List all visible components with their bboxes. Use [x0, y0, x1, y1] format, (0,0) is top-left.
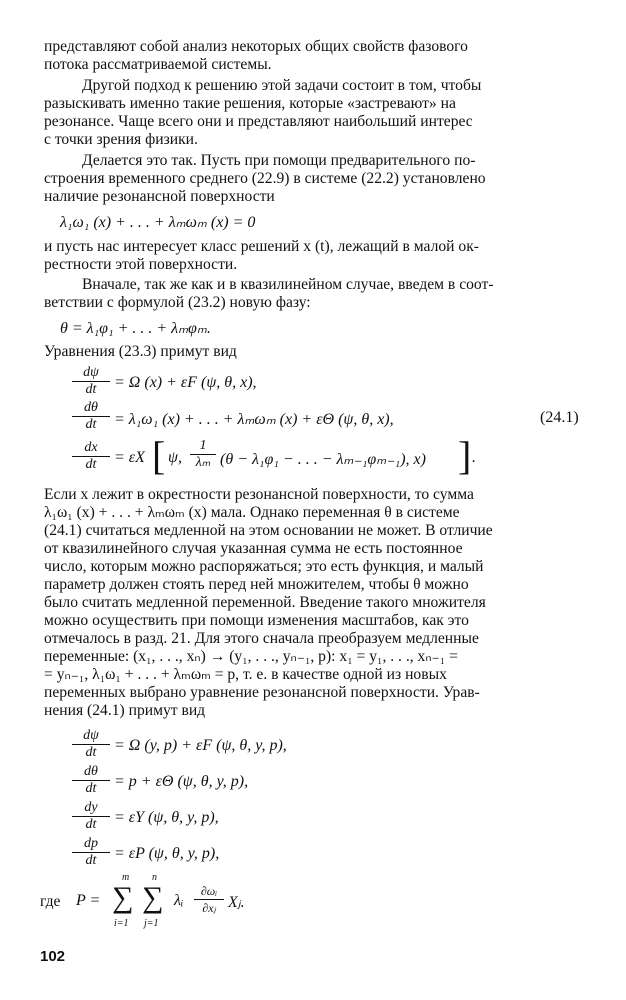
- theta-equation: θ = λ₁φ₁ + . . . + λₘφₘ.: [60, 320, 211, 337]
- derivative-fraction: $\frac{d\psi}{dt}$: [72, 728, 110, 761]
- x-j-term: Xⱼ.: [228, 894, 245, 911]
- text-line: от квазилинейного случая указанная сумма не есть постоянное: [44, 540, 463, 557]
- equation-rhs: = εY (ψ, θ, y, p),: [114, 809, 219, 826]
- equation-rhs: = εX: [114, 449, 145, 466]
- derivative-fraction: $\frac{d\theta}{dt}$: [72, 764, 110, 797]
- right-bracket: ]: [458, 433, 472, 478]
- left-bracket: [: [152, 433, 166, 478]
- text-line: с точки зрения физики.: [44, 131, 198, 148]
- derivative-fraction: $\frac{dy}{dt}$: [72, 800, 110, 833]
- text-line: Если x лежит в окрестности резонансной поверхности, то сумма: [44, 486, 474, 503]
- inverse-lambda-fraction: $\frac{1}{\text{λₘ}}$: [190, 438, 216, 471]
- equation-rhs: = p + εΘ (ψ, θ, y, p),: [114, 773, 249, 790]
- derivative-fraction: $\frac{d\theta}{dt}$: [72, 400, 110, 433]
- text-line: (24.1) считаться медленной на этом основании не может. В отличие: [44, 522, 493, 539]
- equation-rhs: (θ − λ₁φ₁ − . . . − λₘ₋₁φₘ₋₁), x): [220, 451, 426, 468]
- resonance-equation: λ₁ω₁ (x) + . . . + λₘωₘ (x) = 0: [60, 214, 256, 231]
- equation-number: (24.1): [540, 409, 579, 426]
- equation-rhs: = εP (ψ, θ, y, p),: [114, 845, 220, 862]
- derivative-fraction: $\frac{d\psi}{dt}$: [72, 365, 110, 398]
- text-line: рестности этой поверхности.: [44, 256, 238, 273]
- text-line: = yₙ₋₁, λ₁ω₁ + . . . + λₘωₘ = p, т. е. в качестве одной из новых: [44, 666, 447, 683]
- equation-rhs: = Ω (x) + εF (ψ, θ, x),: [114, 374, 257, 391]
- text-line: нения (24.1) примут вид: [44, 702, 206, 719]
- text-line: можно осуществить при помощи изменения масштабов, как это: [44, 612, 469, 629]
- lambda-i: λᵢ: [174, 892, 184, 909]
- derivative-fraction: $\frac{dx}{dt}$: [72, 440, 110, 473]
- text-line: переменные: (x₁, . . ., xₙ) → (y₁, . . ., yₙ₋₁, p): x₁ = y₁, . . ., xₙ₋₁ =: [44, 648, 458, 665]
- text-line: отмечалось в разд. 21. Для этого сначала преобразуем медленные: [44, 630, 479, 647]
- text-line: Другой подход к решению этой задачи состоит в том, чтобы: [82, 77, 482, 94]
- text-line: наличие резонансной поверхности: [44, 188, 275, 205]
- text-line: было считать медленной переменной. Введение такого множителя: [44, 594, 486, 611]
- text-line: потока рассматриваемой системы.: [44, 56, 272, 73]
- equation-rhs: = λ₁ω₁ (x) + . . . + λₘωₘ (x) + εΘ (ψ, θ, x),: [114, 411, 394, 428]
- sum-lower-limit: j=1: [144, 918, 159, 929]
- text-line: ветствии с формулой (23.2) новую фазу:: [44, 294, 311, 311]
- equation-rhs: ψ,: [168, 449, 182, 466]
- sum-upper-limit: m: [122, 872, 130, 883]
- p-definition-lhs: P =: [76, 892, 101, 909]
- text-line: число, которым можно распоряжаться; это есть функция, и малый: [44, 558, 484, 575]
- text-line: Уравнения (23.3) примут вид: [44, 343, 237, 360]
- derivative-fraction: $\frac{dp}{dt}$: [72, 836, 110, 869]
- equation-rhs: = Ω (y, p) + εF (ψ, θ, y, p),: [114, 737, 287, 754]
- where-word: где: [40, 893, 61, 910]
- text-line: переменных выбрано уравнение резонансной поверхности. Урав-: [44, 684, 480, 701]
- text-line: Вначале, так же как и в квазилинейном случае, введем в соот-: [82, 276, 494, 293]
- text-line: представляют собой анализ некоторых общих свойств фазового: [44, 38, 468, 55]
- partial-derivative-fraction: $\frac{\text{∂ωᵢ}}{\text{∂xⱼ}}$: [194, 883, 224, 916]
- sum-lower-limit: i=1: [114, 918, 129, 929]
- text-line: резонансе. Чаще всего они и представляют наибольший интерес: [44, 113, 473, 130]
- page-number: 102: [40, 948, 66, 965]
- text-line: λ₁ω₁ (x) + . . . + λₘωₘ (x) мала. Однако переменная θ в системе: [44, 504, 460, 521]
- sum-sign: ∑: [142, 881, 164, 914]
- equation-end: .: [472, 449, 476, 466]
- text-line: и пусть нас интересует класс решений x (t), лежащий в малой ок-: [44, 238, 479, 255]
- text-line: строения временного среднего (22.9) в системе (22.2) установлено: [44, 170, 486, 187]
- text-line: Делается это так. Пусть при помощи предварительного по-: [82, 152, 476, 169]
- text-line: разыскивать именно такие решения, которые «застревают» на: [44, 95, 456, 112]
- text-line: параметр должен стоять перед ней множителем, чтобы θ можно: [44, 576, 469, 593]
- sum-upper-limit: n: [152, 872, 157, 883]
- sum-sign: ∑: [112, 881, 134, 914]
